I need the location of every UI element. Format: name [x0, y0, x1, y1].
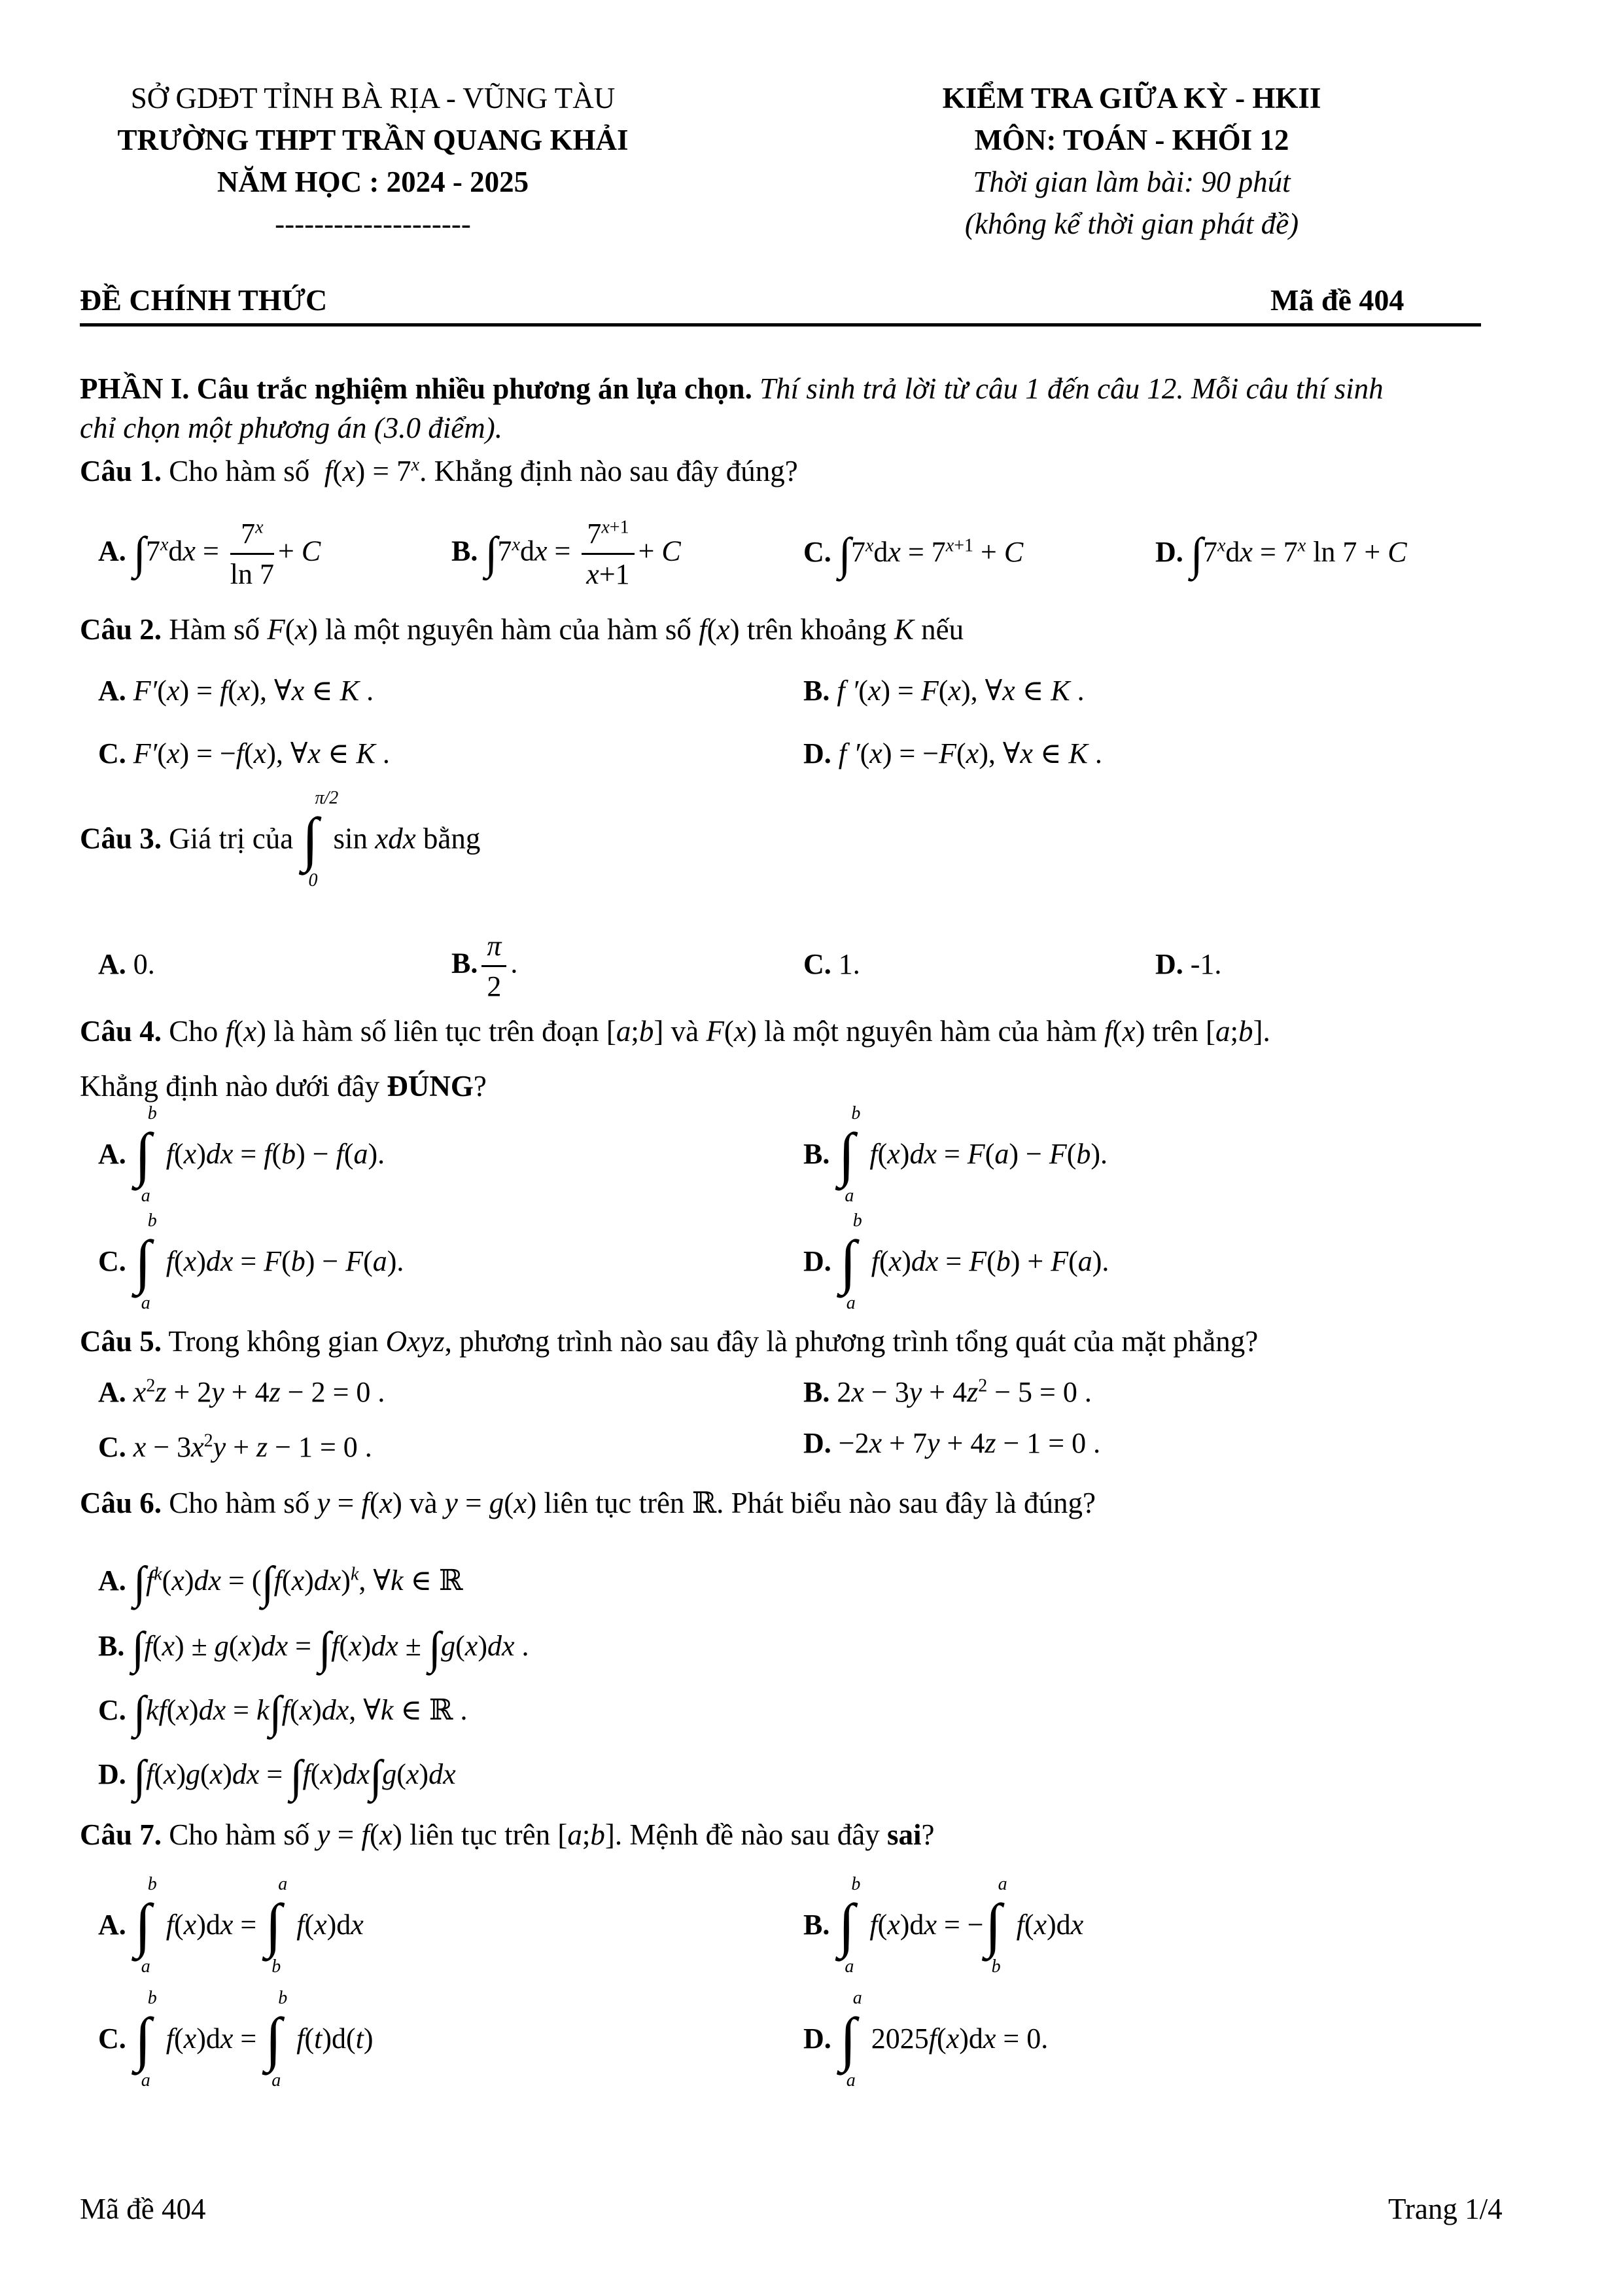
q4-text: trên	[1152, 1015, 1198, 1048]
q3-d-text: -1.	[1190, 948, 1222, 980]
q5-option-c[interactable]: C. $x - 3x^2y + z - 1 = 0$ .	[98, 1430, 372, 1463]
q1-option-a[interactable]: A. $\int 7^xdx$ = $\frac{7^x}{\ln 7}$ + C	[98, 517, 321, 590]
q4-text: là hàm số liên tục trên đoạn	[273, 1015, 599, 1048]
exam-duration-note: (không kể thời gian phát đề)	[964, 207, 1299, 240]
q3-option-d[interactable]	[1155, 947, 1221, 981]
opt-label: B.	[803, 1909, 830, 1941]
question-5: Câu 5. Trong không gian Oxyz, phương trình nào sau đây là phương trình tổng quát của mặt phẳng?	[80, 1325, 1259, 1358]
q4-text: và	[671, 1015, 699, 1048]
opt-label: D.	[1155, 536, 1183, 568]
q7-option-c[interactable]: C. b ∫ a f(x)dx = b ∫ a f(t)d(t)	[98, 1988, 374, 2091]
opt-label: D.	[803, 1245, 831, 1278]
opt-label: C.	[803, 948, 831, 980]
opt-label: D.	[1155, 948, 1183, 980]
opt-label: B.	[803, 1376, 830, 1408]
question-1: Câu 1. Cho hàm số $f(x) = 7^x$. Khẳng định nào sau đây đúng?	[80, 455, 798, 487]
question-2: Câu 2. Hàm số F(x) là một nguyên hàm của hàm số f(x) trên khoảng K nếu	[80, 613, 964, 646]
opt-label: A.	[98, 675, 126, 707]
q1-option-c[interactable]: C. $\int 7^xdx = 7^{x+1} + C$	[803, 529, 1024, 580]
q3-c-text: 1.	[838, 948, 860, 980]
q5-option-b[interactable]: B. $2x - 3y + 4z^2 - 5 = 0$ .	[803, 1375, 1092, 1408]
q4-text: ?	[473, 1070, 487, 1103]
q2-text: là một nguyên hàm của hàm số	[325, 613, 691, 646]
opt-label: D.	[803, 2022, 831, 2055]
q5-label: Câu 5.	[80, 1325, 162, 1358]
exam-title: KIỂM TRA GIỮA KỲ - HKII	[942, 82, 1321, 115]
q3-option-c[interactable]	[803, 947, 860, 981]
q3-option-a[interactable]	[98, 947, 155, 981]
q4-option-c[interactable]: C. b ∫ a f(x)dx = F(b) − F(a).	[98, 1210, 404, 1313]
q6-option-d[interactable]: D. ∫f(x)g(x)dx = ∫f(x)dx∫g(x)dx	[98, 1752, 456, 1802]
opt-label: C.	[98, 1431, 126, 1463]
part1-instruction: Thí sinh trả lời từ câu 1 đến câu 12. Mỗi câu thí sinh	[752, 372, 1384, 405]
q5-text: Trong không gian	[168, 1325, 379, 1358]
exam-subject: MÔN: TOÁN - KHỐI 12	[974, 124, 1289, 156]
q2-label: Câu 2.	[80, 613, 162, 646]
q3-option-b[interactable]: B. $\frac{\pi}{2}$ .	[451, 930, 518, 1002]
official-label: ĐỀ CHÍNH THỨC	[80, 283, 328, 317]
exam-header	[857, 77, 1406, 245]
q2-option-b[interactable]: B. f ′(x) = F(x), ∀x ∈ K .	[803, 675, 1085, 707]
q4-text: Cho	[169, 1015, 218, 1048]
q4-label: Câu 4.	[80, 1015, 162, 1048]
opt-label: D.	[803, 1427, 831, 1459]
q5-option-d[interactable]: D. −2x + 7y + 4z − 1 = 0 .	[803, 1427, 1101, 1459]
opt-label: C.	[98, 2022, 126, 2055]
part1-instruction-2: chỉ chọn một phương án (3.0 điểm).	[80, 412, 502, 444]
q4-option-a[interactable]: A. b ∫ a f(x)dx = f(b) − f(a).	[98, 1103, 385, 1206]
q5-option-a[interactable]: A. $x^2z + 2y + 4z - 2 = 0$ .	[98, 1375, 385, 1408]
exam-duration: Thời gian làm bài: 90 phút	[973, 166, 1291, 198]
q3-label: Câu 3.	[80, 822, 162, 855]
opt-label: B.	[451, 535, 478, 567]
q4-emphasis: ĐÚNG	[387, 1070, 474, 1103]
q6-text: . Phát biểu nào sau đây là đúng?	[716, 1487, 1096, 1519]
opt-label: B.	[451, 947, 478, 980]
question-6: Câu 6. Cho hàm số y = f(x) và y = g(x) liên tục trên ℝ. Phát biểu nào sau đây là đúng?	[80, 1487, 1096, 1519]
q2-option-a[interactable]: A. F′(x) = f(x), ∀x ∈ K .	[98, 675, 374, 707]
q7-option-d[interactable]: D. a ∫ a 2025f(x)dx = 0.	[803, 1988, 1049, 2091]
q6-label: Câu 6.	[80, 1487, 162, 1519]
q7-emphasis: sai	[887, 1818, 922, 1851]
q2-text: nếu	[921, 613, 964, 646]
q2-text: Hàm số	[169, 613, 260, 646]
opt-label: A.	[98, 1564, 126, 1597]
q6-option-a[interactable]: A. $\int f^k(x)dx = (\int f(x)dx)^k$, ∀k ∈ ℝ	[98, 1558, 463, 1608]
q1-text: Cho hàm số	[169, 455, 310, 487]
part1-title: PHẦN I. Câu trắc nghiệm nhiều phương án lựa chọn.	[80, 372, 752, 405]
q6-text: Cho hàm số	[169, 1487, 310, 1519]
opt-label: C.	[98, 1245, 126, 1278]
opt-label: A.	[98, 1138, 126, 1171]
q4-line-2	[80, 1069, 487, 1103]
footer-exam-code: Mã đề 404	[80, 2193, 206, 2225]
school-year: NĂM HỌC : 2024 - 2025	[217, 166, 529, 198]
q7-option-a[interactable]: A. b ∫ a f(x)dx = a ∫ b f(x)dx	[98, 1874, 364, 1977]
q6-option-b[interactable]: B. ∫f(x) ± g(x)dx = ∫f(x)dx ± ∫g(x)dx .	[98, 1623, 529, 1674]
q2-option-d[interactable]: D. f ′(x) = −F(x), ∀x ∈ K .	[803, 737, 1102, 769]
opt-label: C.	[98, 1694, 126, 1726]
question-4: Câu 4. Cho f(x) là hàm số liên tục trên đoạn [a;b] và F(x) là một nguyên hàm của hàm f(x) trên [a;b].	[80, 1015, 1270, 1048]
q2-text: trên khoảng	[746, 613, 887, 646]
q7-text: . Mệnh đề nào sau đây	[614, 1818, 887, 1851]
header-dashes: --------------------	[275, 207, 471, 240]
q1-label: Câu 1.	[80, 455, 162, 487]
opt-label: A.	[98, 948, 126, 980]
q4-option-d[interactable]: D. b ∫ a f(x)dx = F(b) + F(a).	[803, 1210, 1109, 1313]
q7-text: Cho hàm số	[169, 1818, 310, 1851]
part1-heading	[80, 372, 1384, 406]
opt-label: A.	[98, 1376, 126, 1408]
opt-label: A.	[98, 535, 126, 567]
header-divider	[80, 323, 1481, 327]
footer-page-number: Trang 1/4	[1388, 2193, 1503, 2225]
q3-text: Giá trị của	[169, 822, 294, 855]
q1-option-b[interactable]: B. $\int 7^xdx$ = $\frac{7^{x+1}}{x+1}$ + C	[451, 517, 681, 590]
opt-label: B.	[803, 675, 830, 707]
school-name: TRƯỜNG THPT TRẦN QUANG KHẢI	[117, 124, 629, 156]
q7-text: liên tục trên	[410, 1818, 551, 1851]
opt-label: D.	[803, 737, 831, 769]
q1-text-end: . Khẳng định nào sau đây đúng?	[419, 455, 798, 487]
q3-text: bằng	[423, 822, 481, 855]
q7-text: ?	[921, 1818, 935, 1851]
q2-option-c[interactable]: C. F′(x) = −f(x), ∀x ∈ K .	[98, 737, 390, 769]
q6-text: liên tục trên	[544, 1487, 685, 1519]
q7-label: Câu 7.	[80, 1818, 162, 1851]
q4-option-b[interactable]: B. b ∫ a f(x)dx = F(a) − F(b).	[803, 1103, 1108, 1206]
exam-code: Mã đề 404	[1270, 283, 1405, 317]
question-7: Câu 7. Cho hàm số y = f(x) liên tục trên [a;b]. Mệnh đề nào sau đây sai?	[80, 1818, 935, 1851]
q6-option-c[interactable]: C. ∫kf(x)dx = k∫f(x)dx, ∀k ∈ ℝ .	[98, 1687, 468, 1738]
q6-text: và	[410, 1487, 438, 1519]
dept-name: SỞ GDĐT TỈNH BÀ RỊA - VŨNG TÀU	[130, 82, 616, 115]
opt-label: C.	[803, 536, 831, 568]
opt-label: B.	[803, 1138, 830, 1171]
q7-option-b[interactable]: B. b ∫ a f(x)dx = − a ∫ b f(x)dx	[803, 1874, 1084, 1977]
opt-label: C.	[98, 737, 126, 769]
q1-option-d[interactable]: D. $\int 7^xdx = 7^x$ ln 7 + C	[1155, 529, 1407, 580]
opt-label: A.	[98, 1909, 126, 1941]
school-header	[105, 77, 641, 245]
q5-text: , phương trình nào sau đây là phương trình tổng quát của mặt phẳng?	[444, 1325, 1259, 1358]
question-3: Câu 3. Giá trị của π/2 ∫ 0 sin xdx bằng	[80, 788, 481, 891]
q4-text: là một nguyên hàm của hàm	[764, 1015, 1097, 1048]
q3-a-text: 0.	[133, 948, 155, 980]
opt-label: D.	[98, 1758, 126, 1790]
q4-text: Khẳng định nào dưới đây	[80, 1070, 387, 1103]
opt-label: B.	[98, 1630, 125, 1662]
